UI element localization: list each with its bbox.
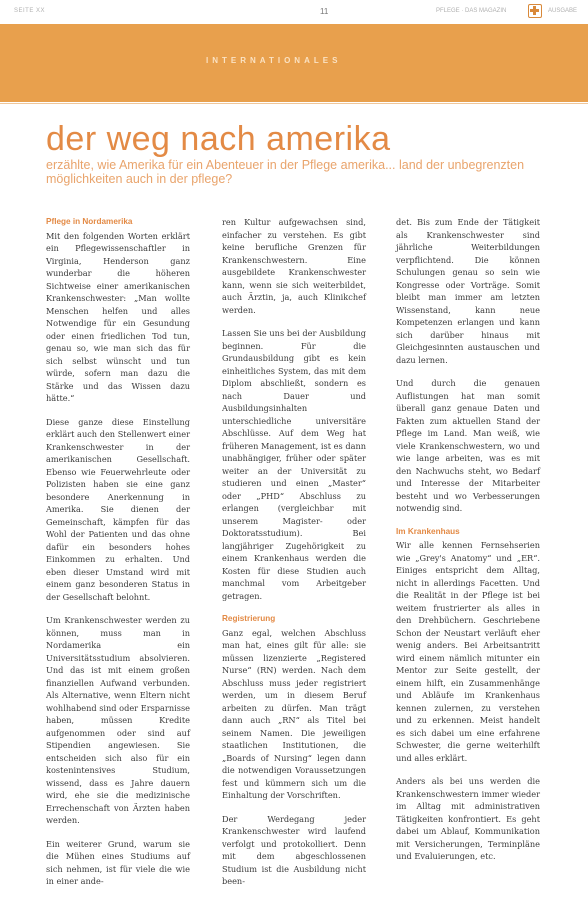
divider [0,103,588,104]
paragraph: Lassen Sie uns bei der Ausbildung beginnen. Für die Grundausbildung gibt es kein einheitliches System, das mit dem Diplom abschließt, sondern es nach Dauer und Ausbildungsinhalten unterschiedliche universitäre Abschlüsse. Auf dem Weg hat früheren Management, ist es dann unabhängiger, früher oder später weiter an der Universität zu studieren und einen „Master“ oder „PHD“ Abschluss zu erlangen (vergleichbar mit unserem Magister- oder Doktoratsstudium). Bei langjähriger Zugehörigkeit zu einem Krankenhaus werden die Kosten für diese Studien auch manchmal vom Arbeitgeber getragen. [222,328,366,601]
page-number: 11 [320,7,329,16]
header-left-text: SEITE XX [14,8,46,14]
paragraph: det. Bis zum Ende der Tätigkeit als Krankenschwester sind jährliche Weiterbildungen verpflichtend. Die können Schulungen genau so sein wie Kongresse oder Vorträge. Somit bleibt man immer am letzten Wissenstand, kann neue Kompetenzen erlangen und kann sich darüber hinaus mit Gleichgesinnten austauschen und dazu lernen. [396,217,540,365]
article-subtitle: erzählte, wie Amerika für ein Abenteuer in der Pflege amerika... land der unbegrenzten möglichkeiten auch in der pflege? [46,158,525,186]
page-header [0,0,588,24]
article-title: der weg nach amerika [46,120,391,158]
text-column-1 [46,216,190,899]
header-right-text: AUSGABE [548,8,578,14]
paragraph: Anders als bei uns werden die Krankenschwestern immer wieder im Alltag mit administrativen Tätigkeiten konfrontiert. Es geht dabei um Ablauf, Kommunikation mit Versicherungen, Terminpläne und Evaluierungen, etc. [396,776,540,861]
section-heading: Pflege in Nordamerika [46,217,133,226]
section-band [0,24,588,102]
section-heading: Registrierung [222,614,276,623]
paragraph: Ganz egal, welchen Abschluss man hat, eines gilt für alle: sie müssen lizenzierte „Registered Nurse“ (RN) werden. Nach dem Abschluss muss jeder registriert werden, um in diesem Beruf arbeiten zu dürfen. Man trägt dann auch „RN“ als Titel bei seinem Namen. Die jeweiligen staatlichen Institutionen, die „Boards of Nursing“ legen dann die notwendigen Voraussetzungen fest und kümmern sich um die Einhaltung der Vorschriften. [222,627,366,800]
cross-logo-icon [528,4,542,18]
section-heading: Im Krankenhaus [396,526,460,536]
text-column-3 [396,216,540,874]
paragraph: ren Kultur aufgewachsen sind, einfacher zu verstehen. Es gibt keine berufliche Grenzen für Krankenschwestern. Eine ausgebildete Krankenschwester kann, wenn sie sich weiterbildet, auch Ärztin, ja, auch Klinikchef werden. [222,217,366,315]
paragraph: Wir alle kennen Fernsehserien wie „Grey's Anatomy“ und „ER“. Einiges entspricht dem Alltag, nicht in allerdings Facetten. Und die Realität in der Pflege ist bei weitem frustrierter als alles in den Drehbüchern. Geschriebene Schon der Neustart verläuft eher wenig anders. Bei Arbeitsantritt wird einem nämlich mitunter ein Mentor zur Seite gestellt, der einem hilft, ein Zusammenhänge und Abläufe im Krankenhaus kennen zulernen, zu verstehen und zu erkennen. Meist handelt es sich dabei um eine erfahrene Schwester, die gerne weiterhilft und alles erklärt. [396,540,540,763]
paragraph: Ein weiterer Grund, warum sie die Mühen eines Studiums auf sich nehmen, ist für viele die wie in einer ande- [46,838,190,886]
paragraph: Und durch die genauen Auflistungen hat man somit überall ganz genaue Daten und Fakten zum aktuellen Stand der Pflege im Land. Man weiß, wie viele Krankenschwestern, wo und wie lange arbeiten, was es mit den Nachwuchs steht, wo Bedarf und Interesse der Mitarbeiter besteht und wo Verbesserungen notwendig sind. [396,378,540,513]
text-column-2 [222,216,366,899]
paragraph: Der Werdegang jeder Krankenschwester wird laufend verfolgt und protokolliert. Denn mit dem abgeschlossenen Studium ist die Ausbildung nicht been- [222,813,366,886]
paragraph: Um Krankenschwester werden zu können, muss man in Nordamerika ein Universitätsstudium absolvieren. Und das ist mit einem großen finanziellen Aufwand verbunden. Als Alternative, wenn Eltern nicht wohlhabend sind oder Ersparnisse haben, müssen Kredite aufgenommen oder sind auf Stipendien angewiesen. Sie entscheiden sich also für ein kostenintensives Studium, wissend, dass es Jahre dauern wird, ehe sie die medizinische Errechenschaft von Ärzten haben werden. [46,615,190,825]
section-label: INTERNATIONALES [206,56,342,65]
magazine-name: PFLEGE · DAS MAGAZIN [436,8,507,14]
paragraph: Mit den folgenden Worten erklärt ein Pflegewissenschaftler in Virginia, Henderson ganz wunderbar die höheren Sichtweise einer amerikanischen Krankenschwester: „Man wollte Menschen helfen und alles Notwendige für ein Gesundung oder einen friedlichen Tod tun, genau so, wie man sich das für sich selbst wünscht und tun würde, sofern man dazu die Stärke und das Wissen dazu hätte.“ [46,230,190,403]
paragraph: Diese ganze diese Einstellung erklärt auch den Stellenwert einer Krankenschwester in der amerikanischen Gesellschaft. Ebenso wie Feuerwehrleute oder Polizisten haben sie eine ganz besondere Anerkennung in Amerika. Sie dienen der Gemeinschaft, kämpfen für das Wohl der Patienten und das ohne dafür ein besonders hohes Einkommen zu erhalten. Und eben dieser Umstand wird mit einem ganz besonderen Status in der Gesellschaft belohnt. [46,416,190,602]
